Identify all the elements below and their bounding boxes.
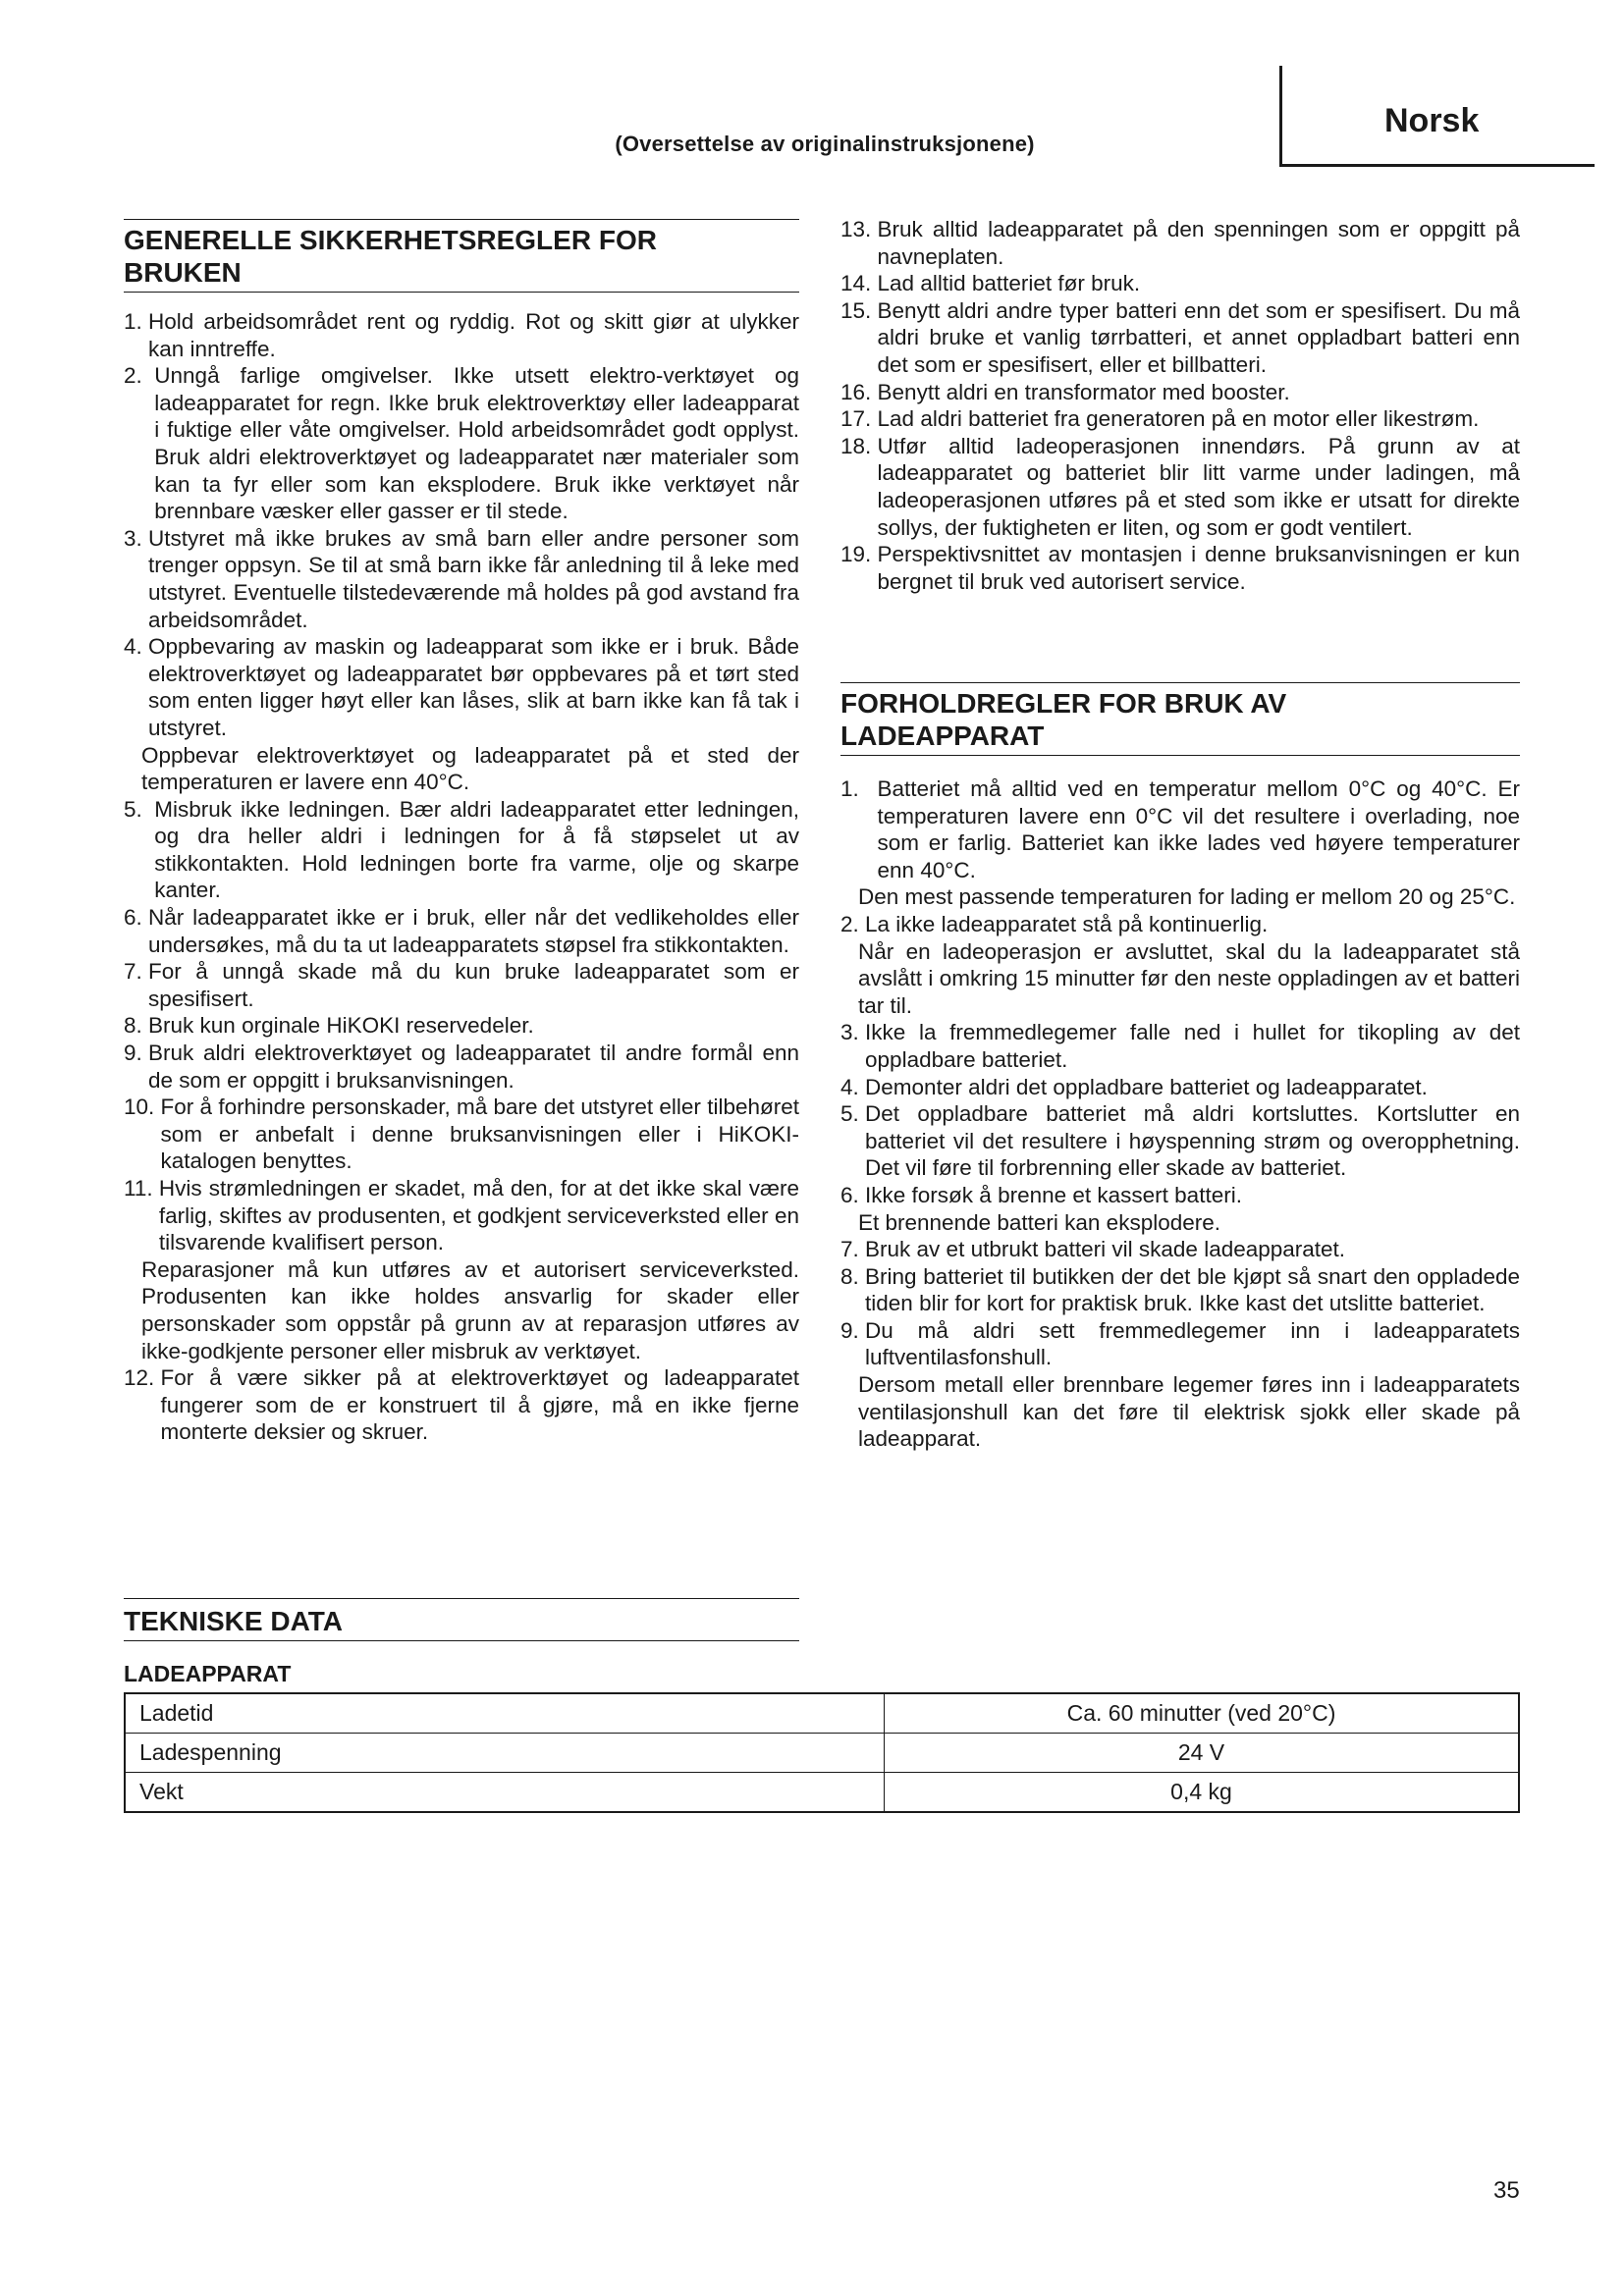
- list-item: [124, 308, 799, 362]
- list-item: [124, 525, 799, 633]
- list-item-paragraph: Den mest passende temperaturen for lading er mellom 20 og 25°C.: [858, 884, 1516, 910]
- list-item-number: 17.: [840, 406, 878, 432]
- list-item-number: 19.: [840, 542, 878, 567]
- list-item: [840, 379, 1520, 406]
- list-item-number: 7.: [840, 1237, 866, 1262]
- general-safety-heading: [124, 219, 799, 293]
- list-item-text: Batteriet må alltid ved en temperatur mellom 0°C og 40°C. Er temperaturen lavere enn 0°C vil det resultere i overlading, noe som er farlig. Batteriet kan ikke lades ved høyere temperaturer enn 40°C.: [877, 776, 1520, 882]
- general-safety-title-line2: BRUKEN: [124, 257, 242, 288]
- list-item-text: Benytt aldri en transformator med booster.: [877, 379, 1290, 404]
- list-item-text: Hvis strømledningen er skadet, må den, for at det ikke skal være farlig, skiftes av produsenten, et godkjent serviceverksted eller en tilsvarende kvalifisert person.: [158, 1176, 799, 1255]
- list-item: [840, 297, 1520, 379]
- list-item-number: 14.: [840, 271, 878, 296]
- list-item-text: Oppbevaring av maskin og ladeapparat som ikke er i bruk. Både elektroverktøyet og ladeapparatet bør oppbevares på et tørt sted som enten ligger høyt eller kan låses, slik at barn ikke kan få tak i utstyret.: [148, 634, 799, 740]
- list-item-text: Misbruk ikke ledningen. Bær aldri ladeapparatet etter ledningen, og dra heller aldri i ledningen for å få støpselet ut av stikkontakten. Hold ledningen borte fra varme, olje og skarpe kanter.: [154, 796, 799, 903]
- list-item: [124, 958, 799, 1012]
- list-item: [840, 1182, 1520, 1209]
- table-row: [125, 1693, 1519, 1734]
- language-label: Norsk: [1384, 102, 1480, 139]
- charger-precautions-list: [840, 775, 1520, 1453]
- list-item-number: 6.: [124, 905, 149, 931]
- list-item: [124, 1364, 799, 1446]
- list-item-text: Når ladeapparatet ikke er i bruk, eller når det vedlikeholdes eller undersøkes, må du ta ut ladeapparatets støpsel fra stikkontakten.: [148, 905, 799, 957]
- list-item-number: 4.: [840, 1074, 866, 1099]
- general-safety-title-line1: GENERELLE SIKKERHETSREGLER FOR: [124, 225, 657, 255]
- list-item: [124, 362, 799, 525]
- list-item-paragraph: Et brennende batteri kan eksplodere.: [858, 1209, 1220, 1235]
- list-item-number: 8.: [124, 1013, 149, 1039]
- list-item: [840, 270, 1520, 297]
- list-item-text: Perspektivsnittet av montasjen i denne bruksanvisningen er kun bergnet til bruk ved autorisert service.: [877, 542, 1520, 594]
- list-item-text: Du må aldri sett fremmedlegemer inn i ladeapparatets luftventilasfonshull.: [865, 1317, 1520, 1370]
- tech-data-subtitle: LADEAPPARAT: [124, 1661, 292, 1686]
- charger-precautions-title-line1: FORHOLDREGLER FOR BRUK AV: [840, 688, 1287, 719]
- list-item-text: Ikke forsøk å brenne et kassert batteri.: [865, 1182, 1242, 1207]
- list-item-number: 6.: [840, 1182, 866, 1207]
- list-item-number: 12.: [124, 1365, 161, 1391]
- list-item-number: 10.: [124, 1095, 161, 1120]
- list-item-number: 3.: [124, 525, 149, 551]
- spec-value: 24 V: [885, 1734, 1520, 1773]
- list-item-text: Demonter aldri det oppladbare batteriet og ladeapparatet.: [865, 1074, 1428, 1099]
- list-item: [840, 1317, 1520, 1371]
- list-item-number: 3.: [840, 1020, 866, 1045]
- list-item-text: Lad alltid batteriet før bruk.: [877, 271, 1141, 296]
- table-row: [125, 1773, 1519, 1813]
- list-item-text: Det oppladbare batteriet må aldri kortsluttes. Kortslutter en batteriet vil det resultere i høyspenning strøm og overopphetning. Det vil føre til forbrenning eller skade av batteriet.: [865, 1101, 1520, 1181]
- list-item: [124, 1175, 799, 1256]
- list-item: [840, 216, 1520, 270]
- list-item: [840, 1019, 1520, 1073]
- spec-label: Vekt: [125, 1773, 885, 1813]
- list-item-number: 9.: [124, 1041, 149, 1066]
- list-item-number: 5.: [840, 1101, 866, 1127]
- general-safety-list: [124, 308, 799, 1446]
- list-item: [840, 1100, 1520, 1182]
- tech-data-heading: [124, 1598, 799, 1641]
- list-item-number: 13.: [840, 217, 878, 241]
- list-item-text: For å være sikker på at elektroverktøyet og ladeapparatet fungerer som de er konstruert til å gjøre, må en ikke fjerne monterte deksier og skruer.: [160, 1365, 799, 1445]
- list-item-number: 9.: [840, 1317, 866, 1343]
- list-item-number: 18.: [840, 433, 878, 458]
- tech-data-table: [124, 1692, 1520, 1813]
- list-item-paragraph: Dersom metall eller brennbare legemer føres inn i ladeapparatets ventilasjonshull kan det føre til elektrisk sjokk eller skade på ladeapparat.: [858, 1372, 1520, 1452]
- list-item: [840, 433, 1520, 541]
- list-item-number: 5.: [124, 796, 155, 822]
- list-item-text: Bruk aldri elektroverktøyet og ladeapparatet til andre formål enn de som er oppgitt i bruksanvisningen.: [148, 1041, 799, 1093]
- list-item-text: La ikke ladeapparatet stå på kontinuerlig.: [865, 911, 1269, 936]
- list-item-text: For å forhindre personskader, må bare det utstyret eller tilbehøret som er anbefalt i denne bruksanvisningen eller i HiKOKI-katalogen benyttes.: [160, 1095, 799, 1174]
- general-safety-list-continued: [840, 216, 1520, 595]
- spec-value: 0,4 kg: [885, 1773, 1520, 1813]
- list-item: [840, 405, 1520, 433]
- list-item-text: Lad aldri batteriet fra generatoren på en motor eller likestrøm.: [877, 406, 1480, 432]
- list-item: [840, 911, 1520, 938]
- list-item-paragraph: Oppbevar elektroverktøyet og ladeapparatet på et sted der temperaturen er lavere enn 40°C.: [141, 742, 799, 795]
- list-item-text: Bruk alltid ladeapparatet på den spenningen som er oppgitt på navneplaten.: [877, 217, 1520, 269]
- list-item-number: 4.: [124, 634, 149, 660]
- list-item-text: Hold arbeidsområdet rent og ryddig. Rot og skitt giør at ulykker kan inntreffe.: [148, 309, 799, 361]
- charger-precautions-title-line2: LADEAPPARAT: [840, 721, 1045, 751]
- list-item-text: Utfør alltid ladeoperasjonen innendørs. På grunn av at ladeapparatet og batteriet blir litt varme under ladingen, må ladeoperasjonen utføres på et sted som ikke er utsatt for direkte sollys, der fuktigheten er liten, og som er godt ventilert.: [877, 433, 1520, 540]
- list-item-text: Utstyret må ikke brukes av små barn eller andre personer som trenger oppsyn. Se til at små barn ikke får anledning til å leke med utstyret. Eventuelle tilstedeværende må holdes på god avstand fra arbeidsområdet.: [148, 525, 799, 632]
- page-number: 35: [1493, 2177, 1520, 2204]
- list-item-text: Ikke la fremmedlegemer falle ned i hullet for tikopling av det oppladbare batteriet.: [865, 1020, 1520, 1072]
- list-item: [840, 1236, 1520, 1263]
- charger-precautions-heading: [840, 682, 1520, 756]
- list-item-number: 8.: [840, 1263, 866, 1289]
- list-item-number: 2.: [124, 363, 155, 389]
- list-item-number: 1.: [124, 309, 149, 334]
- list-item-number: 16.: [840, 379, 878, 404]
- list-item-text: Unngå farlige omgivelser. Ikke utsett elektro-verktøyet og ladeapparatet for regn. Ikke bruk elektroverktøy eller ladeapparat i fuktige eller våte omgivelser. Hold arbeidsområdet godt opplyst. Bruk aldri elektroverktøyet og ladeapparatet nær materialer som kan ta fyr eller som kan eksplodere. Bruk ikke verktøyet når brennbare væsker eller gasser er til stede.: [154, 363, 799, 524]
- list-item: [124, 1040, 799, 1094]
- list-item-text: Bruk kun orginale HiKOKI reservedeler.: [148, 1013, 534, 1039]
- spec-label: Ladespenning: [125, 1734, 885, 1773]
- list-item: [124, 633, 799, 741]
- list-item-text: For å unngå skade må du kun bruke ladeapparatet som er spesifisert.: [148, 959, 799, 1011]
- list-item-number: 11.: [124, 1176, 159, 1201]
- document-subtitle: (Oversettelse av originalinstruksjonene): [615, 132, 1035, 156]
- list-item: [840, 541, 1520, 595]
- tech-data-title: TEKNISKE DATA: [124, 1606, 343, 1636]
- list-item-number: 15.: [840, 297, 878, 323]
- list-item: [124, 796, 799, 904]
- list-item-text: Benytt aldri andre typer batteri enn det som er spesifisert. Du må aldri bruke et vanlig tørrbatteri, et annet oppladbart batteri enn det som er spesifisert, eller et billbatteri.: [877, 297, 1520, 377]
- list-item-number: 1.: [840, 776, 878, 801]
- spec-label: Ladetid: [125, 1693, 885, 1734]
- list-item-text: Bruk av et utbrukt batteri vil skade ladeapparatet.: [865, 1237, 1346, 1262]
- list-item-number: 7.: [124, 959, 149, 985]
- spec-value: Ca. 60 minutter (ved 20°C): [885, 1693, 1520, 1734]
- list-item-paragraph: Reparasjoner må kun utføres av et autorisert serviceverksted. Produsenten kan ikke holdes ansvarlig for skader eller personskader som oppstår på grunn av at reparasjon utføres av ikke-godkjente personer eller misbruk av verktøyet.: [141, 1256, 799, 1363]
- list-item-number: 2.: [840, 911, 866, 936]
- list-item: [840, 1263, 1520, 1317]
- list-item: [124, 904, 799, 958]
- list-item-text: Bring batteriet til butikken der det ble kjøpt så snart den oppladede tiden blir for kort for praktisk bruk. Ikke kast det utslitte batteriet.: [865, 1263, 1520, 1316]
- list-item: [124, 1094, 799, 1175]
- table-row: [125, 1734, 1519, 1773]
- list-item: [840, 775, 1520, 883]
- list-item: [124, 1012, 799, 1040]
- list-item-paragraph: Når en ladeoperasjon er avsluttet, skal du la ladeapparatet stå avslått i omkring 15 minutter før den neste oppladingen av et batteri tar til.: [858, 938, 1520, 1018]
- list-item: [840, 1074, 1520, 1101]
